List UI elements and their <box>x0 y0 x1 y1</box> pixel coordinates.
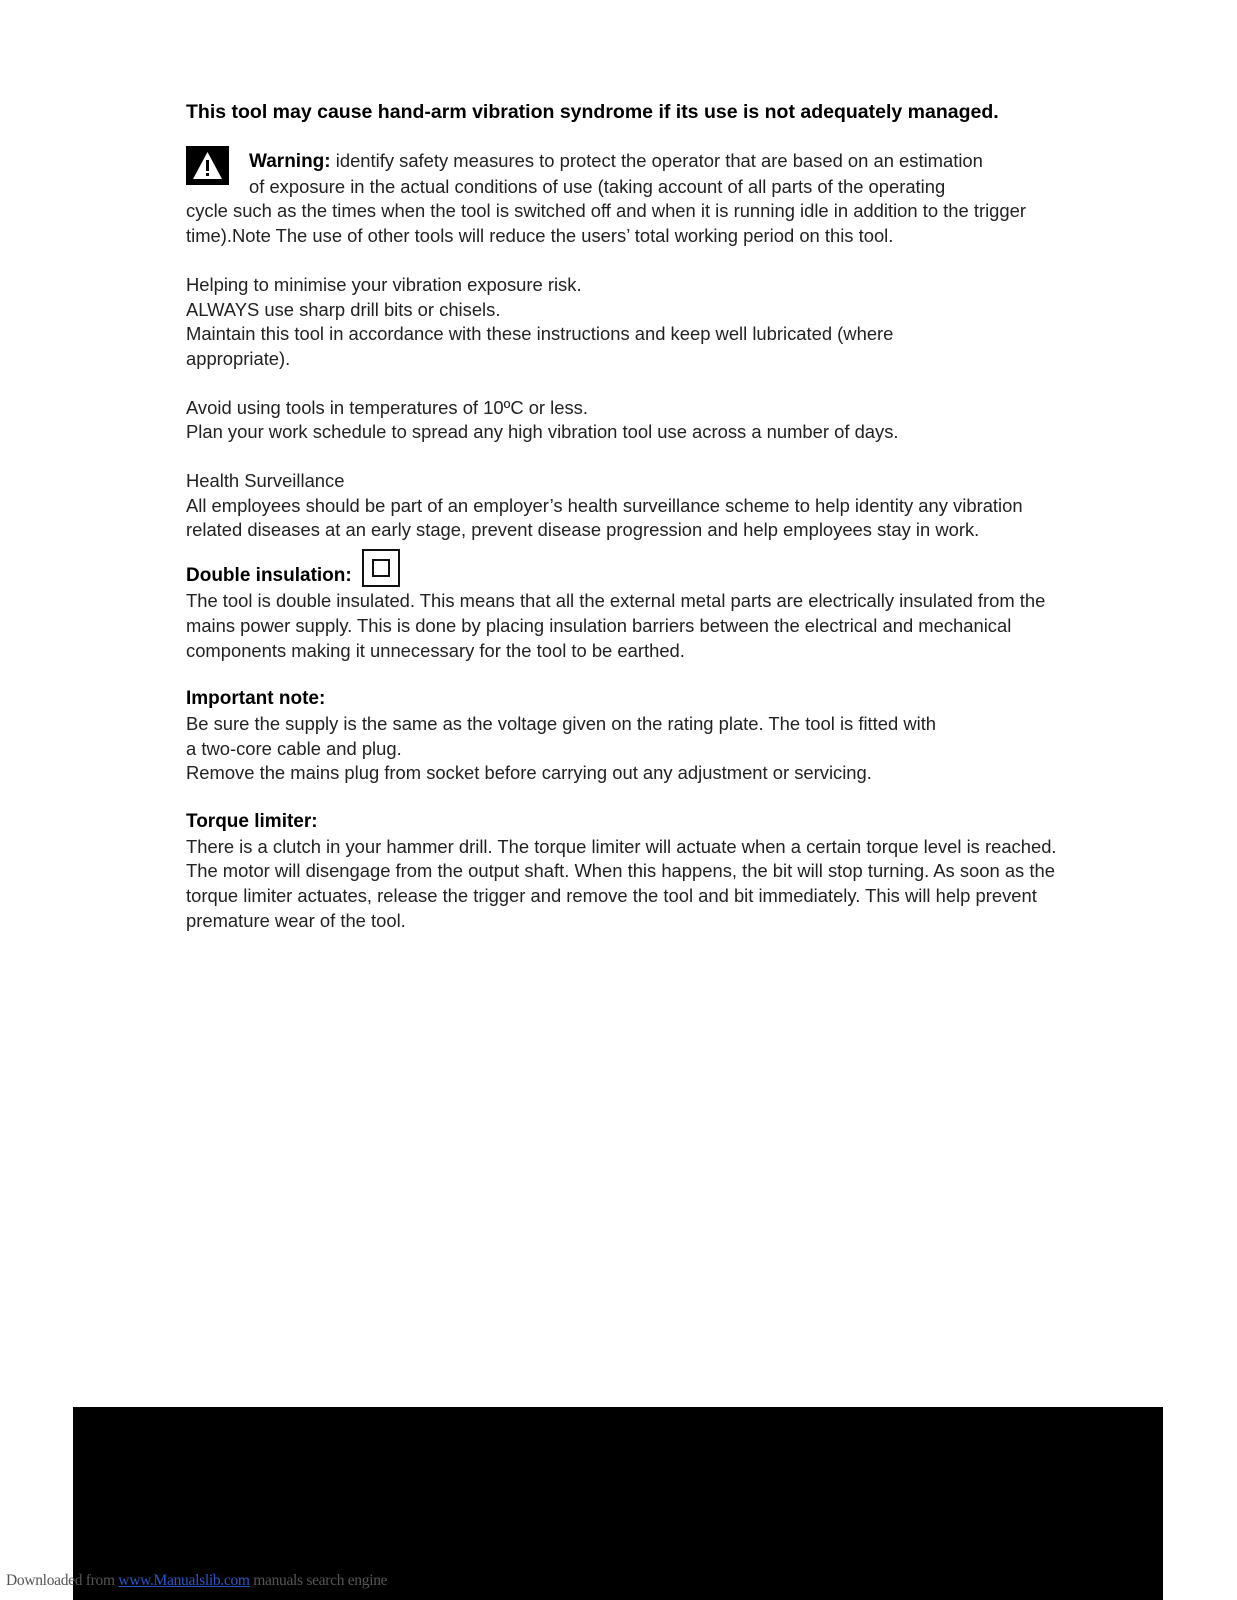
footer-prefix: Downloaded from <box>6 1572 119 1589</box>
torque-limiter-block <box>186 810 1086 934</box>
health-text: All employees should be part of an employer’s health surveillance scheme to help identity any vibration related diseases at an early stage, prevent disease progression and help employees stay in work. <box>186 494 1023 541</box>
warning-block <box>186 149 1086 249</box>
important-note-line-3: Remove the mains plug from socket before carrying out any adjustment or servicing. <box>186 762 872 784</box>
health-title: Health Surveillance <box>186 470 345 492</box>
warning-line-1 <box>186 149 1086 175</box>
warning-label: Warning: <box>249 151 331 172</box>
double-insulation-heading-row <box>186 547 1086 589</box>
temperature-line-2: Plan your work schedule to spread any high vibration tool use across a number of days. <box>186 421 899 443</box>
double-insulation-icon <box>362 549 400 587</box>
health-surveillance-block <box>186 469 1086 543</box>
manualslib-link[interactable]: www.Manualslib.com <box>118 1572 250 1589</box>
double-insulation-inner-square <box>372 559 390 577</box>
double-insulation-text: The tool is double insulated. This means that all the external metal parts are electrically insulated from the mains power supply. This is done by placing insulation barriers between the electrical and mechanical components making it unnecessary for the tool to be earthed. <box>186 590 1046 661</box>
warning-text-2: of exposure in the actual conditions of use (taking account of all parts of the operating <box>249 175 946 197</box>
warning-text-rest: cycle such as the times when the tool is switched off and when it is running idle in addition to the trigger time).Note The use of other tools will reduce the users’ total working period on this tool. <box>186 200 1026 247</box>
important-note-heading: Important note: <box>186 688 326 710</box>
minimise-line-1: Helping to minimise your vibration exposure risk. <box>186 273 582 295</box>
important-note-line-2: a two-core cable and plug. <box>186 737 402 759</box>
torque-limiter-text: There is a clutch in your hammer drill. The torque limiter will actuate when a certain torque level is reached. The motor will disengage from the output shaft. When this happens, the bit will stop turning. As soon as the torque limiter actuates, release the trigger and remove the tool and bit immediately. This will help prevent premature wear of the tool. <box>186 835 1057 931</box>
temperature-block <box>186 396 1086 445</box>
double-insulation-block <box>186 547 1086 663</box>
vibration-minimise-block <box>186 273 1086 372</box>
torque-limiter-heading: Torque limiter: <box>186 811 318 833</box>
minimise-line-3: Maintain this tool in accordance with these instructions and keep well lubricated (where appropriate). <box>186 323 894 369</box>
footer-suffix: manuals search engine <box>249 1572 388 1589</box>
warning-triangle-icon <box>186 146 229 185</box>
vibration-heading: This tool may cause hand-arm vibration syndrome if its use is not adequately managed. <box>186 101 999 123</box>
important-note-block <box>186 687 1086 786</box>
temperature-line-1: Avoid using tools in temperatures of 10ºC or less. <box>186 396 588 418</box>
minimise-line-2: ALWAYS use sharp drill bits or chisels. <box>186 298 501 320</box>
download-footer <box>6 1572 387 1590</box>
double-insulation-heading: Double insulation: <box>186 565 352 587</box>
warning-text-1: identify safety measures to protect the operator that are based on an estimation <box>335 150 983 171</box>
manual-page-content <box>186 100 1086 958</box>
important-note-line-1: Be sure the supply is the same as the voltage given on the rating plate. The tool is fitted with <box>186 712 937 734</box>
